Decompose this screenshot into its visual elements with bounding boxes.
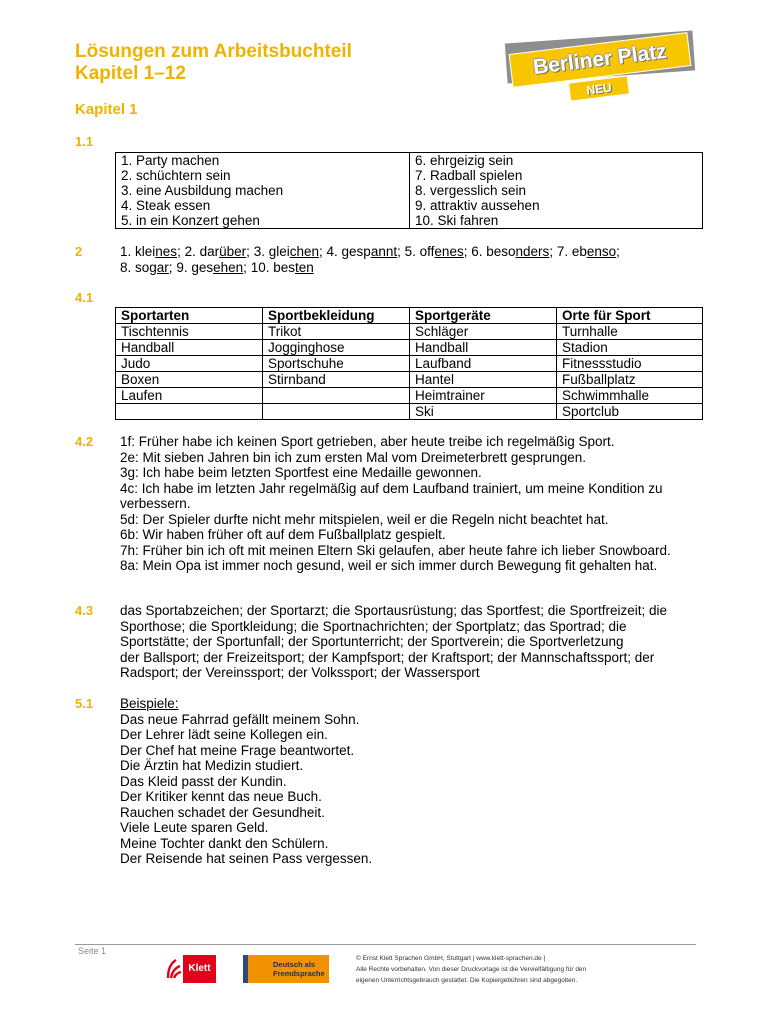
table-cell: Schwimmhalle: [557, 388, 703, 404]
answer-ending: ehen: [213, 259, 244, 275]
table-row: [116, 356, 703, 372]
table-cell: Boxen: [116, 372, 263, 388]
answer-separator: ;: [319, 244, 323, 259]
daf-badge-line-2: Fremdsprache: [273, 969, 325, 978]
answer-stem: 6. beso: [471, 244, 516, 259]
section-label-2: 2: [75, 244, 83, 259]
answer-ending: über: [219, 244, 247, 259]
example-sentence: Der Reisende hat seinen Pass vergessen.: [120, 851, 373, 866]
sports-table-4-1: [115, 307, 703, 420]
answer-item: [405, 244, 468, 259]
answer-sentence: 6b: Wir haben früher oft auf dem Fußballplatz gespielt.: [120, 527, 446, 542]
table-cell: Sportclub: [557, 404, 703, 420]
logo-edition-badge: NEU: [568, 75, 630, 101]
examples-heading: [120, 696, 695, 712]
answer-stem: 9. ges: [176, 259, 214, 275]
answer-line: [120, 244, 695, 260]
example-sentence: Das neue Fahrrad gefällt meinem Sohn.: [120, 711, 360, 727]
answer-ending: gar: [149, 259, 169, 275]
answer-item: [254, 244, 323, 259]
answer-stem: 5. off: [404, 244, 435, 259]
copyright-line: Alle Rechte vorbehalten. Von dieser Druckvorlage ist die Vervielfältigung für den: [356, 966, 587, 973]
section-label-4-2: 4.2: [75, 434, 94, 449]
section-label-5-1: 5.1: [75, 696, 94, 711]
answer-ending: annt: [370, 244, 398, 259]
copyright-notice: [356, 953, 586, 986]
daf-badge-stripe: [243, 955, 248, 983]
table-cell: 5. in ein Konzert gehen: [116, 213, 410, 229]
table-cell: [263, 388, 410, 404]
table-row: [116, 198, 703, 213]
column-header: Sportarten: [116, 308, 263, 324]
answer-ending: nes: [155, 244, 178, 259]
answer-stem: 7. eb: [556, 244, 587, 259]
daf-badge: [243, 955, 329, 983]
answer-stem: 2. dar: [184, 244, 220, 259]
klett-emblem-icon: [163, 955, 183, 983]
table-cell: [263, 404, 410, 420]
berliner-platz-logo: [500, 22, 700, 108]
answer-stem: 4. gesp: [326, 244, 371, 259]
table-row: [116, 372, 703, 388]
table-cell: Judo: [116, 356, 263, 372]
answer-ending: enes: [434, 244, 464, 259]
title-line-1: Lösungen zum Arbeitsbuchteil: [75, 41, 352, 62]
answer-separator: ;: [246, 244, 250, 259]
table-cell: Hantel: [410, 372, 557, 388]
example-sentence: Die Ärztin hat Medizin studiert.: [120, 758, 304, 773]
answer-ending: nders: [515, 244, 550, 259]
answer-table-1-1: [115, 152, 703, 229]
compound-list: der Ballsport; der Freizeitsport; der Kampfsport; der Kraftsport; der Mannschaftssport; der Radsport; der Vereinssport; der Volkssport; der Wassersport: [120, 649, 655, 680]
answer-item: [327, 244, 401, 259]
column-header: Orte für Sport: [557, 308, 703, 324]
answer-separator: ;: [177, 244, 181, 259]
title-line-2: Kapitel 1–12: [75, 63, 186, 84]
section-label-4-3: 4.3: [75, 603, 94, 618]
table-cell: Handball: [410, 340, 557, 356]
table-cell: Stadion: [557, 340, 703, 356]
table-cell: 2. schüchtern sein: [116, 168, 410, 183]
section-label-1-1: 1.1: [75, 134, 94, 149]
copyright-line: © Ernst Klett Sprachen GmbH, Stuttgart | www.klett-sprachen.de |: [356, 955, 546, 962]
answer-ending: ten: [294, 259, 314, 275]
answer-sentence: 7h: Früher bin ich oft mit meinen Eltern Ski gelaufen, aber heute fahre ich lieber Snowboard.: [120, 542, 671, 558]
table-cell: 10. Ski fahren: [410, 213, 703, 229]
table-cell: Stirnband: [263, 372, 410, 388]
table-cell: Laufen: [116, 388, 263, 404]
table-row: [116, 388, 703, 404]
table-cell: 3. eine Ausbildung machen: [116, 183, 410, 198]
section-5-1-examples: [120, 696, 695, 867]
section-4-2-sentences: [120, 434, 695, 574]
table-cell: Handball: [116, 340, 263, 356]
table-cell: [116, 404, 263, 420]
table-cell: 6. ehrgeizig sein: [410, 153, 703, 169]
table-row: [116, 153, 703, 169]
table-row: [116, 213, 703, 229]
example-sentence: Der Lehrer lädt seine Kollegen ein.: [120, 727, 328, 742]
answer-separator: ;: [616, 244, 620, 259]
answer-separator: ;: [243, 259, 247, 275]
table-cell: Trikot: [263, 324, 410, 340]
answer-item: [120, 244, 181, 259]
table-cell: 1. Party machen: [116, 153, 410, 169]
answer-item: [176, 260, 247, 275]
answer-item: [185, 244, 250, 259]
klett-logo: [163, 955, 216, 983]
table-cell: Sportschuhe: [263, 356, 410, 372]
table-row: [116, 324, 703, 340]
chapter-title: Kapitel 1: [75, 101, 138, 118]
answer-stem: 1. klei: [120, 244, 156, 259]
klett-logo-text: Klett: [183, 955, 216, 983]
section-label-4-1: 4.1: [75, 290, 94, 305]
answer-ending: chen: [289, 244, 319, 259]
answer-item: [557, 244, 620, 259]
footer-divider: [75, 944, 696, 945]
answer-sentence: 5d: Der Spieler durfte nicht mehr mitspielen, weil er die Regeln nicht beachtet hat.: [120, 511, 609, 527]
table-cell: 4. Steak essen: [116, 198, 410, 213]
answer-sentence: 1f: Früher habe ich keinen Sport getrieben, aber heute treibe ich regelmäßig Sport.: [120, 434, 615, 449]
answer-sentence: 3g: Ich habe beim letzten Sportfest eine Medaille gewonnen.: [120, 465, 482, 480]
table-cell: 7. Radball spielen: [410, 168, 703, 183]
daf-badge-line-1: Deutsch als: [273, 960, 316, 969]
table-cell: 8. vergesslich sein: [410, 183, 703, 198]
page-number: Seite 1: [78, 946, 107, 956]
answer-stem: 10. bes: [250, 259, 295, 275]
table-cell: Heimtrainer: [410, 388, 557, 404]
table-row: [116, 168, 703, 183]
section-4-3-compounds: [120, 603, 695, 681]
column-header: Sportgeräte: [410, 308, 557, 324]
logo-series-name: Berliner Platz: [509, 32, 692, 88]
answer-sentence: 8a: Mein Opa ist immer noch gesund, weil er sich immer durch Bewegung fit gehalten hat.: [120, 558, 658, 573]
example-sentence: Der Chef hat meine Frage beantwortet.: [120, 742, 355, 758]
answer-separator: ;: [168, 259, 173, 275]
column-header: Sportbekleidung: [263, 308, 410, 324]
answer-stem: 8. so: [120, 259, 150, 275]
table-cell: 9. attraktiv aussehen: [410, 198, 703, 213]
example-sentence: Der Kritiker kennt das neue Buch.: [120, 789, 322, 804]
examples-heading-text: Beispiele:: [120, 696, 179, 711]
compound-list: das Sportabzeichen; der Sportarzt; die Sportausrüstung; das Sportfest; die Sportfreizeit; die Sporthose; die Sportkleidung; die Sportnachrichten; der Sportplatz; das Sportrad; die Sportstätte; der Sportunfall; der Sportunterricht; der Sportverein; die Sportverletzung: [120, 603, 668, 649]
table-cell: Tischtennis: [116, 324, 263, 340]
table-cell: Schläger: [410, 324, 557, 340]
table-row: [116, 340, 703, 356]
answer-stem: 3. glei: [253, 244, 290, 259]
table-row: [116, 183, 703, 198]
answer-item: [471, 244, 553, 259]
example-sentence: Viele Leute sparen Geld.: [120, 820, 269, 835]
example-sentence: Rauchen schadet der Gesundheit.: [120, 804, 325, 820]
copyright-line: eigenen Unterrichtsgebrauch gestattet. Die Kopiergebühren sind abgegolten.: [356, 977, 578, 984]
answer-item: [120, 260, 173, 275]
table-cell: Ski: [410, 404, 557, 420]
table-cell: Fußballplatz: [557, 372, 703, 388]
daf-badge-text: [273, 960, 325, 978]
answer-sentence: 4c: Ich habe im letzten Jahr regelmäßig auf dem Laufband trainiert, um meine Kondition zu verbessern.: [120, 480, 663, 511]
section-2-answers: [120, 244, 695, 275]
table-cell: Turnhalle: [557, 324, 703, 340]
answer-separator: ;: [463, 244, 468, 259]
example-sentence: Meine Tochter dankt den Schülern.: [120, 835, 329, 851]
table-cell: Jogginghose: [263, 340, 410, 356]
answer-sentence: 2e: Mit sieben Jahren bin ich zum ersten Mal vom Dreimeterbrett gesprungen.: [120, 449, 586, 465]
answer-separator: ;: [397, 244, 401, 259]
table-cell: Laufband: [410, 356, 557, 372]
answer-ending: enso: [586, 244, 617, 259]
table-cell: Fitnessstudio: [557, 356, 703, 372]
table-header-row: [116, 308, 703, 324]
answer-separator: ;: [549, 244, 554, 259]
table-row: [116, 404, 703, 420]
document-title: [75, 41, 352, 85]
answer-line: [120, 260, 695, 276]
example-sentence: Das Kleid passt der Kundin.: [120, 773, 287, 789]
answer-item: [251, 260, 314, 275]
